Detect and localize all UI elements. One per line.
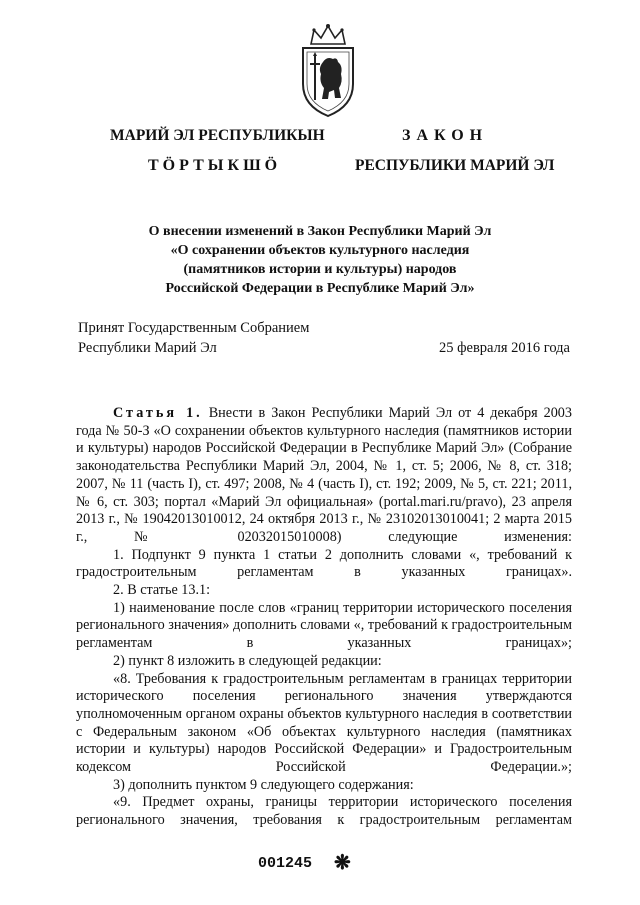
document-number: 001245 [258,855,313,872]
law-title-line: О внесении изменений в Закон Республики Марий Эл [148,224,492,239]
adopted-by-line2: Республики Марий Эл [78,340,217,356]
article-body [76,405,572,830]
adoption-block [78,318,570,358]
article-paragraph: 1) наименование после слов «границ территории исторического поселения регионального значения» дополнить словами «, требований к градостроительным регламентам в указанных границах»; [76,599,572,652]
article-paragraph: «8. Требования к градостроительным регламентам в границах территории исторического поселения регионального значения утверждаются уполномоченным органом охраны объектов культурного наследия в соответствии с Федеральным законом «Об объектах культурного наследия (памятниках истории и культуры) народов Российской Федерации» и Градостроительным кодексом Российской Федерации.»; [76,670,572,776]
article-label: Статья 1. [113,405,203,421]
article-paragraph [76,405,572,547]
header-right-line2: РЕСПУБЛИКИ МАРИЙ ЭЛ [355,157,555,174]
article-paragraph: «9. Предмет охраны, границы территории исторического поселения регионального значения, требования к градостроительным регламентам [76,794,572,829]
article-paragraph: 2) пункт 8 изложить в следующей редакции: [113,652,382,669]
article-paragraph: 3) дополнить пунктом 9 следующего содержания: [113,776,414,793]
article-paragraph: 2. В статье 13.1: [113,582,211,599]
header-left-line1: МАРИЙ ЭЛ РЕСПУБЛИКЫН [110,127,325,144]
law-title [95,222,545,298]
article-text: Внести в Закон Республики Марий Эл от 4 декабря 2003 года № 50-З «О сохранении объектов культурного наследия (памятников истории и культуры) народов Российской Федерации в Республике Марий Эл» (Собрание законодательства Республики Марий Эл, 2004, № 1, ст. 5; 2006, № 8, ст. 318; 2007, № 11 (часть I), ст. 497; 2008, № 4 (часть I), ст. 192; 2009, № 5, ст. 221; 2011, № 6, ст. 303; портал «Марий Эл официальная» (portal.mari.ru/pravo), 23 апреля 2013 г., № 19042013010012, 24 октября 2013 г., № 23102013010041; 2 марта 2015 г., № 02032015010008) следующие изменения: [76,405,572,545]
adoption-date: 25 февраля 2016 года [438,340,570,356]
law-title-line: «О сохранении объектов культурного наследия [170,243,470,258]
asterisk-mark: ❋ [334,852,351,874]
header-left-line2: ТӦРТЫКШӦ [148,157,282,174]
article-paragraph: 1. Подпункт 9 пункта 1 статьи 2 дополнить словами «, требований к градостроительным регламентам в указанных границах». [76,546,572,581]
adopted-by-line1: Принят Государственным Собранием [78,320,310,336]
law-title-line: Российской Федерации в Республике Марий Эл» [165,281,475,296]
header-right-line1: ЗАКОН [402,127,489,144]
law-title-line: (памятников истории и культуры) народов [183,262,457,277]
coat-of-arms-emblem [297,22,359,118]
